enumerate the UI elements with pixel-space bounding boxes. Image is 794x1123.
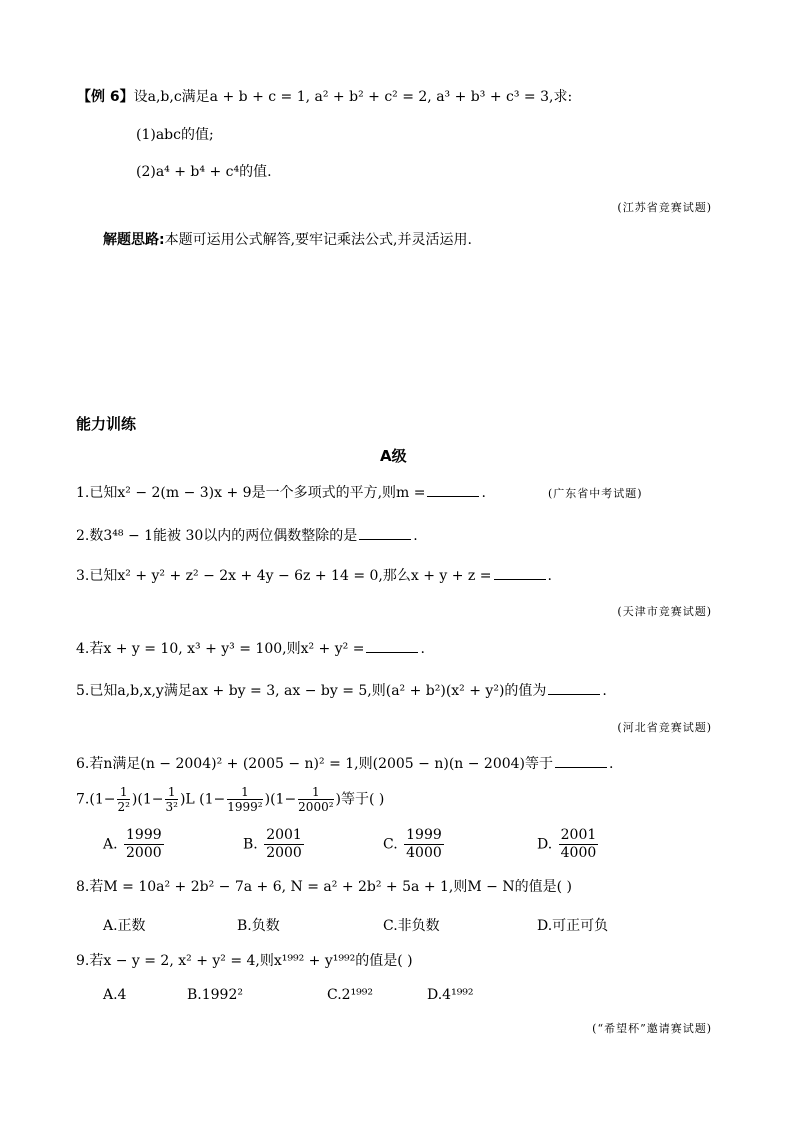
hint-label: 解题思路: (103, 232, 165, 248)
problem-9-source: (“希望杯”邀请赛试题) (592, 1022, 712, 1035)
problem-1 (76, 484, 486, 502)
problem-1-tail: . (481, 485, 486, 501)
fraction-denominator: 2² (117, 800, 130, 814)
example-tag: 【例 6】 (77, 89, 134, 105)
problem-7 (76, 785, 384, 814)
problem-8: 8.若M = 10a² + 2b² − 7a + 6, N = a² + 2b² + 5a + 1,则M − N的值是( ) (76, 879, 572, 895)
option-d[interactable] (537, 827, 600, 862)
problem-7-mid: )L (1− (179, 791, 226, 808)
problem-5 (76, 682, 607, 700)
fraction-numerator: 1 (165, 785, 177, 800)
option-b[interactable] (243, 827, 306, 862)
fraction (559, 827, 599, 862)
section-title: 能力训练 (76, 415, 137, 433)
fraction-denominator: 4000 (406, 845, 442, 861)
problem-4-tail: . (420, 641, 425, 657)
example-6-question-2: (2)a⁴ + b⁴ + c⁴的值. (136, 164, 272, 180)
fraction-numerator: 2001 (560, 827, 597, 843)
problem-7-mid: )(1− (264, 791, 297, 808)
fraction-denominator: 2000 (266, 845, 302, 861)
option-label: C. (383, 836, 398, 853)
option-label: A. (103, 836, 118, 853)
option-d[interactable]: D.4¹⁹⁹² (427, 987, 474, 1003)
option-a[interactable]: A.正数 (103, 918, 146, 934)
problem-5-text: 5.已知a,b,x,y满足ax + by = 3, ax − by = 5,则(a² + b²)(x² + y²)的值为 (76, 683, 547, 699)
problem-9: 9.若x − y = 2, x² + y² = 4,则x¹⁹⁹² + y¹⁹⁹²的值是( ) (76, 953, 413, 969)
problem-6-text: 6.若n满足(n − 2004)² + (2005 − n)² = 1,则(2005 − n)(n − 2004)等于 (76, 756, 554, 772)
fraction-denominator: 3² (165, 800, 178, 814)
problem-5-source: (河北省竞赛试题) (617, 721, 712, 734)
problem-1-source: (广东省中考试题) (548, 487, 643, 500)
problem-3 (76, 567, 552, 585)
fraction (264, 827, 304, 862)
example-6-stem (77, 88, 572, 106)
answer-blank[interactable] (555, 755, 607, 768)
fraction (298, 785, 333, 814)
fraction-numerator: 2001 (266, 827, 302, 843)
problem-3-text: 3.已知x² + y² + z² − 2x + 4y − 6z + 14 = 0,那么x + y + z = (76, 568, 492, 584)
problem-1-text: 1.已知x² − 2(m − 3)x + 9是一个多项式的平方,则m = (76, 485, 426, 501)
option-label: B. (243, 836, 258, 853)
problem-4 (76, 640, 425, 658)
problem-5-tail: . (602, 683, 607, 699)
answer-blank[interactable] (359, 527, 411, 540)
option-a[interactable] (103, 827, 166, 862)
problem-6 (76, 755, 613, 773)
option-a[interactable]: A.4 (103, 987, 127, 1003)
fraction (124, 827, 164, 862)
option-label: D. (537, 836, 553, 853)
fraction-numerator: 1999 (406, 827, 442, 843)
fraction-numerator: 1 (227, 785, 262, 800)
fraction-denominator: 4000 (560, 845, 597, 861)
fraction (404, 827, 444, 862)
fraction (117, 785, 129, 814)
problem-2-tail: . (413, 528, 418, 544)
fraction-numerator: 1999 (126, 827, 162, 843)
example-6-hint (103, 231, 472, 249)
option-d[interactable]: D.可正可负 (537, 918, 609, 934)
example-6-source: (江苏省竞赛试题) (617, 201, 712, 214)
fraction-numerator: 1 (298, 785, 333, 800)
option-c[interactable] (383, 827, 446, 862)
problem-3-tail: . (547, 568, 552, 584)
answer-blank[interactable] (548, 682, 600, 695)
option-c[interactable]: C.非负数 (383, 918, 440, 934)
example-6-question-1: (1)abc的值; (136, 127, 214, 143)
problem-7-prefix: 7.(1− (76, 791, 116, 808)
option-b[interactable]: B.负数 (237, 918, 280, 934)
answer-blank[interactable] (366, 640, 418, 653)
fraction-denominator: 2000 (126, 845, 162, 861)
hint-text: 本题可运用公式解答,要牢记乘法公式,并灵活运用. (164, 232, 472, 248)
fraction-denominator: 2000² (298, 800, 334, 814)
problem-2 (76, 527, 418, 545)
fraction (165, 785, 177, 814)
problem-7-suffix: )等于( ) (335, 791, 385, 808)
fraction (227, 785, 262, 814)
answer-blank[interactable] (494, 567, 546, 580)
problem-6-tail: . (609, 756, 614, 772)
problem-2-text: 2.数3⁴⁸ − 1能被 30以内的两位偶数整除的是 (76, 528, 358, 544)
fraction-denominator: 1999² (227, 800, 263, 814)
problem-3-source: (天津市竞赛试题) (617, 605, 712, 618)
problem-7-mid: )(1− (131, 791, 164, 808)
answer-blank[interactable] (427, 484, 479, 497)
example-stem-text: 设a,b,c满足a + b + c = 1, a² + b² + c² = 2, a³ + b³ + c³ = 3,求: (133, 89, 573, 105)
option-c[interactable]: C.2¹⁹⁹² (327, 987, 374, 1003)
level-heading: A级 (380, 447, 407, 465)
problem-4-text: 4.若x + y = 10, x³ + y³ = 100,则x² + y² = (76, 641, 365, 657)
option-b[interactable]: B.1992² (187, 987, 243, 1003)
fraction-numerator: 1 (117, 785, 129, 800)
